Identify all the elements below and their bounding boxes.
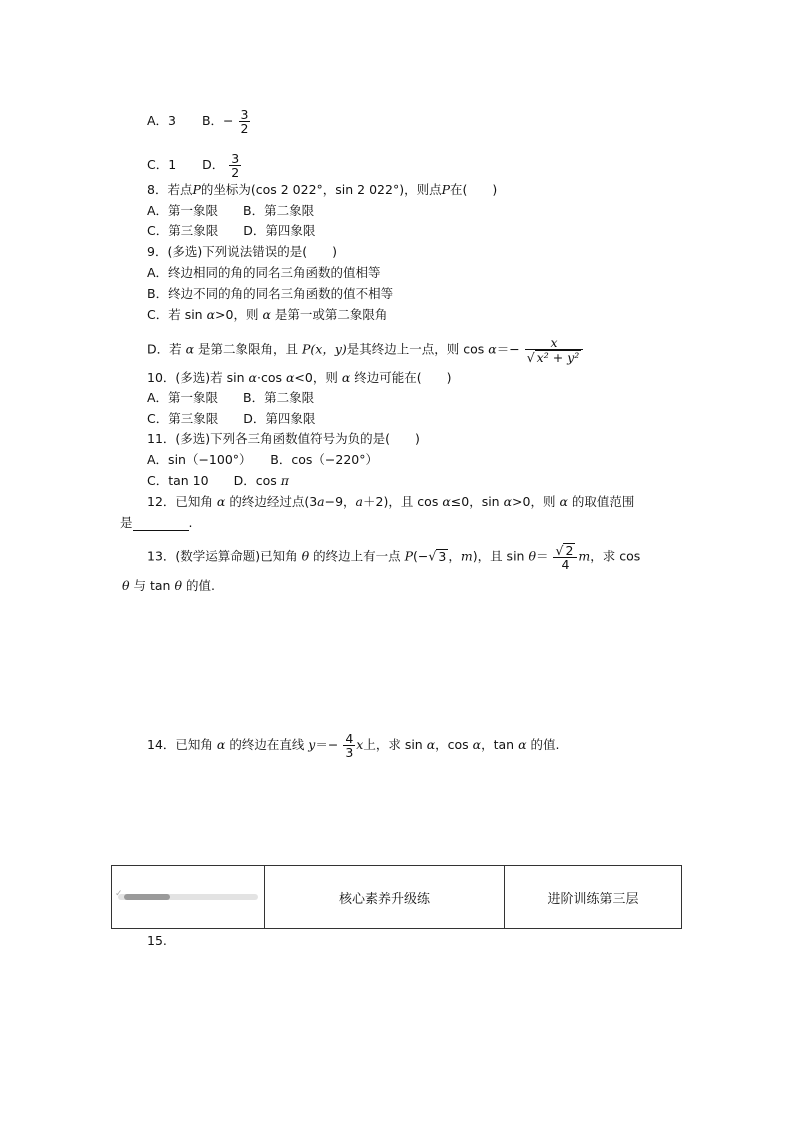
q9-option-d: D．若 α 是第二象限角，且 P(x，y)是其终边上一点，则 cos α＝− $\frac{x}{\text{√ x² + y²}}$ [147,336,584,364]
q9-stem: 9．(多选)下列说法错误的是( ) [147,244,337,259]
q7-option-d-fraction: $\frac{3}{2}$ [231,151,240,180]
banner-progress-logo [115,889,258,900]
q13-stem-cont: θ 与 tan θ 的值. [122,578,215,593]
banner-middle-title: 核心素养升级练 [338,891,430,907]
q7-option-d: D． [202,157,225,172]
q7-option-b: B．− [201,113,234,128]
q7-options-ab [147,108,251,135]
q9-option-c: C．若 sin α>0，则 α 是第一或第二象限角 [147,307,388,322]
q10-options-cd: C．第三象限 D．第四象限 [147,411,316,426]
q10-options-ab: A．第一象限 B．第二象限 [147,390,315,405]
q14-stem: 14．已知角 α 的终边在直线 y＝− $\frac{4}{3}$ x上，求 sin α，cos α，tan α 的值. [147,731,560,760]
section-banner [111,865,682,929]
checkmark-icon: ✓ [115,889,123,899]
q11-options-ab: A．sin（−100°） B．cos（−220°） [147,452,378,467]
q7-option-b-fraction: $\frac{3}{2}$ [240,107,249,136]
q15-label: 15. [147,933,167,948]
q8-stem: 8．若点P的坐标为(cos 2 022°，sin 2 022°)，则点P在( ) [147,182,498,197]
q12-answer-blank[interactable] [133,518,189,531]
q9-d-fraction: $\frac{x}{\text{√ x² + y²}}$ [525,336,584,364]
q7-option-a: A．3 [147,113,177,128]
banner-right-title: 进阶训练第三层 [547,891,639,907]
q14-fraction: $\frac{4}{3}$ [345,731,354,760]
q8-options-ab: A．第一象限 B．第二象限 [147,203,315,218]
q8-options-cd: C．第三象限 D．第四象限 [147,223,316,238]
q9-option-a: A．终边相同的角的同名三角函数的值相等 [147,265,381,280]
q7-option-c: C．1 [147,157,177,172]
q7-options-cd [147,152,242,179]
q11-stem: 11．(多选)下列各三角函数值符号为负的是( ) [147,431,420,446]
q11-options-cd: C．tan 10 D．cos π [147,473,289,488]
q12-answer-line: 是 . [120,515,193,530]
q13-stem: 13．(数学运算命题)已知角 θ 的终边上有一点 P(−√ 3 ，m)，且 sin θ＝ $\frac{√ 2}{4}$ m，求 cos [147,543,641,572]
q12-stem: 12．已知角 α 的终边经过点(3a−9，a＋2)，且 cos α≤0，sin α>0，则 α 的取值范围 [147,494,635,509]
banner-progress-fill [124,894,170,900]
banner-logo-cell [112,866,265,928]
q10-stem: 10．(多选)若 sin α·cos α<0，则 α 终边可能在( ) [147,370,452,385]
banner-right-cell [505,866,681,928]
q9-option-b: B．终边不同的角的同名三角函数的值不相等 [147,286,394,301]
banner-middle-cell [265,866,505,928]
q13-fraction: $\frac{√ 2}{4}$ [553,543,577,571]
